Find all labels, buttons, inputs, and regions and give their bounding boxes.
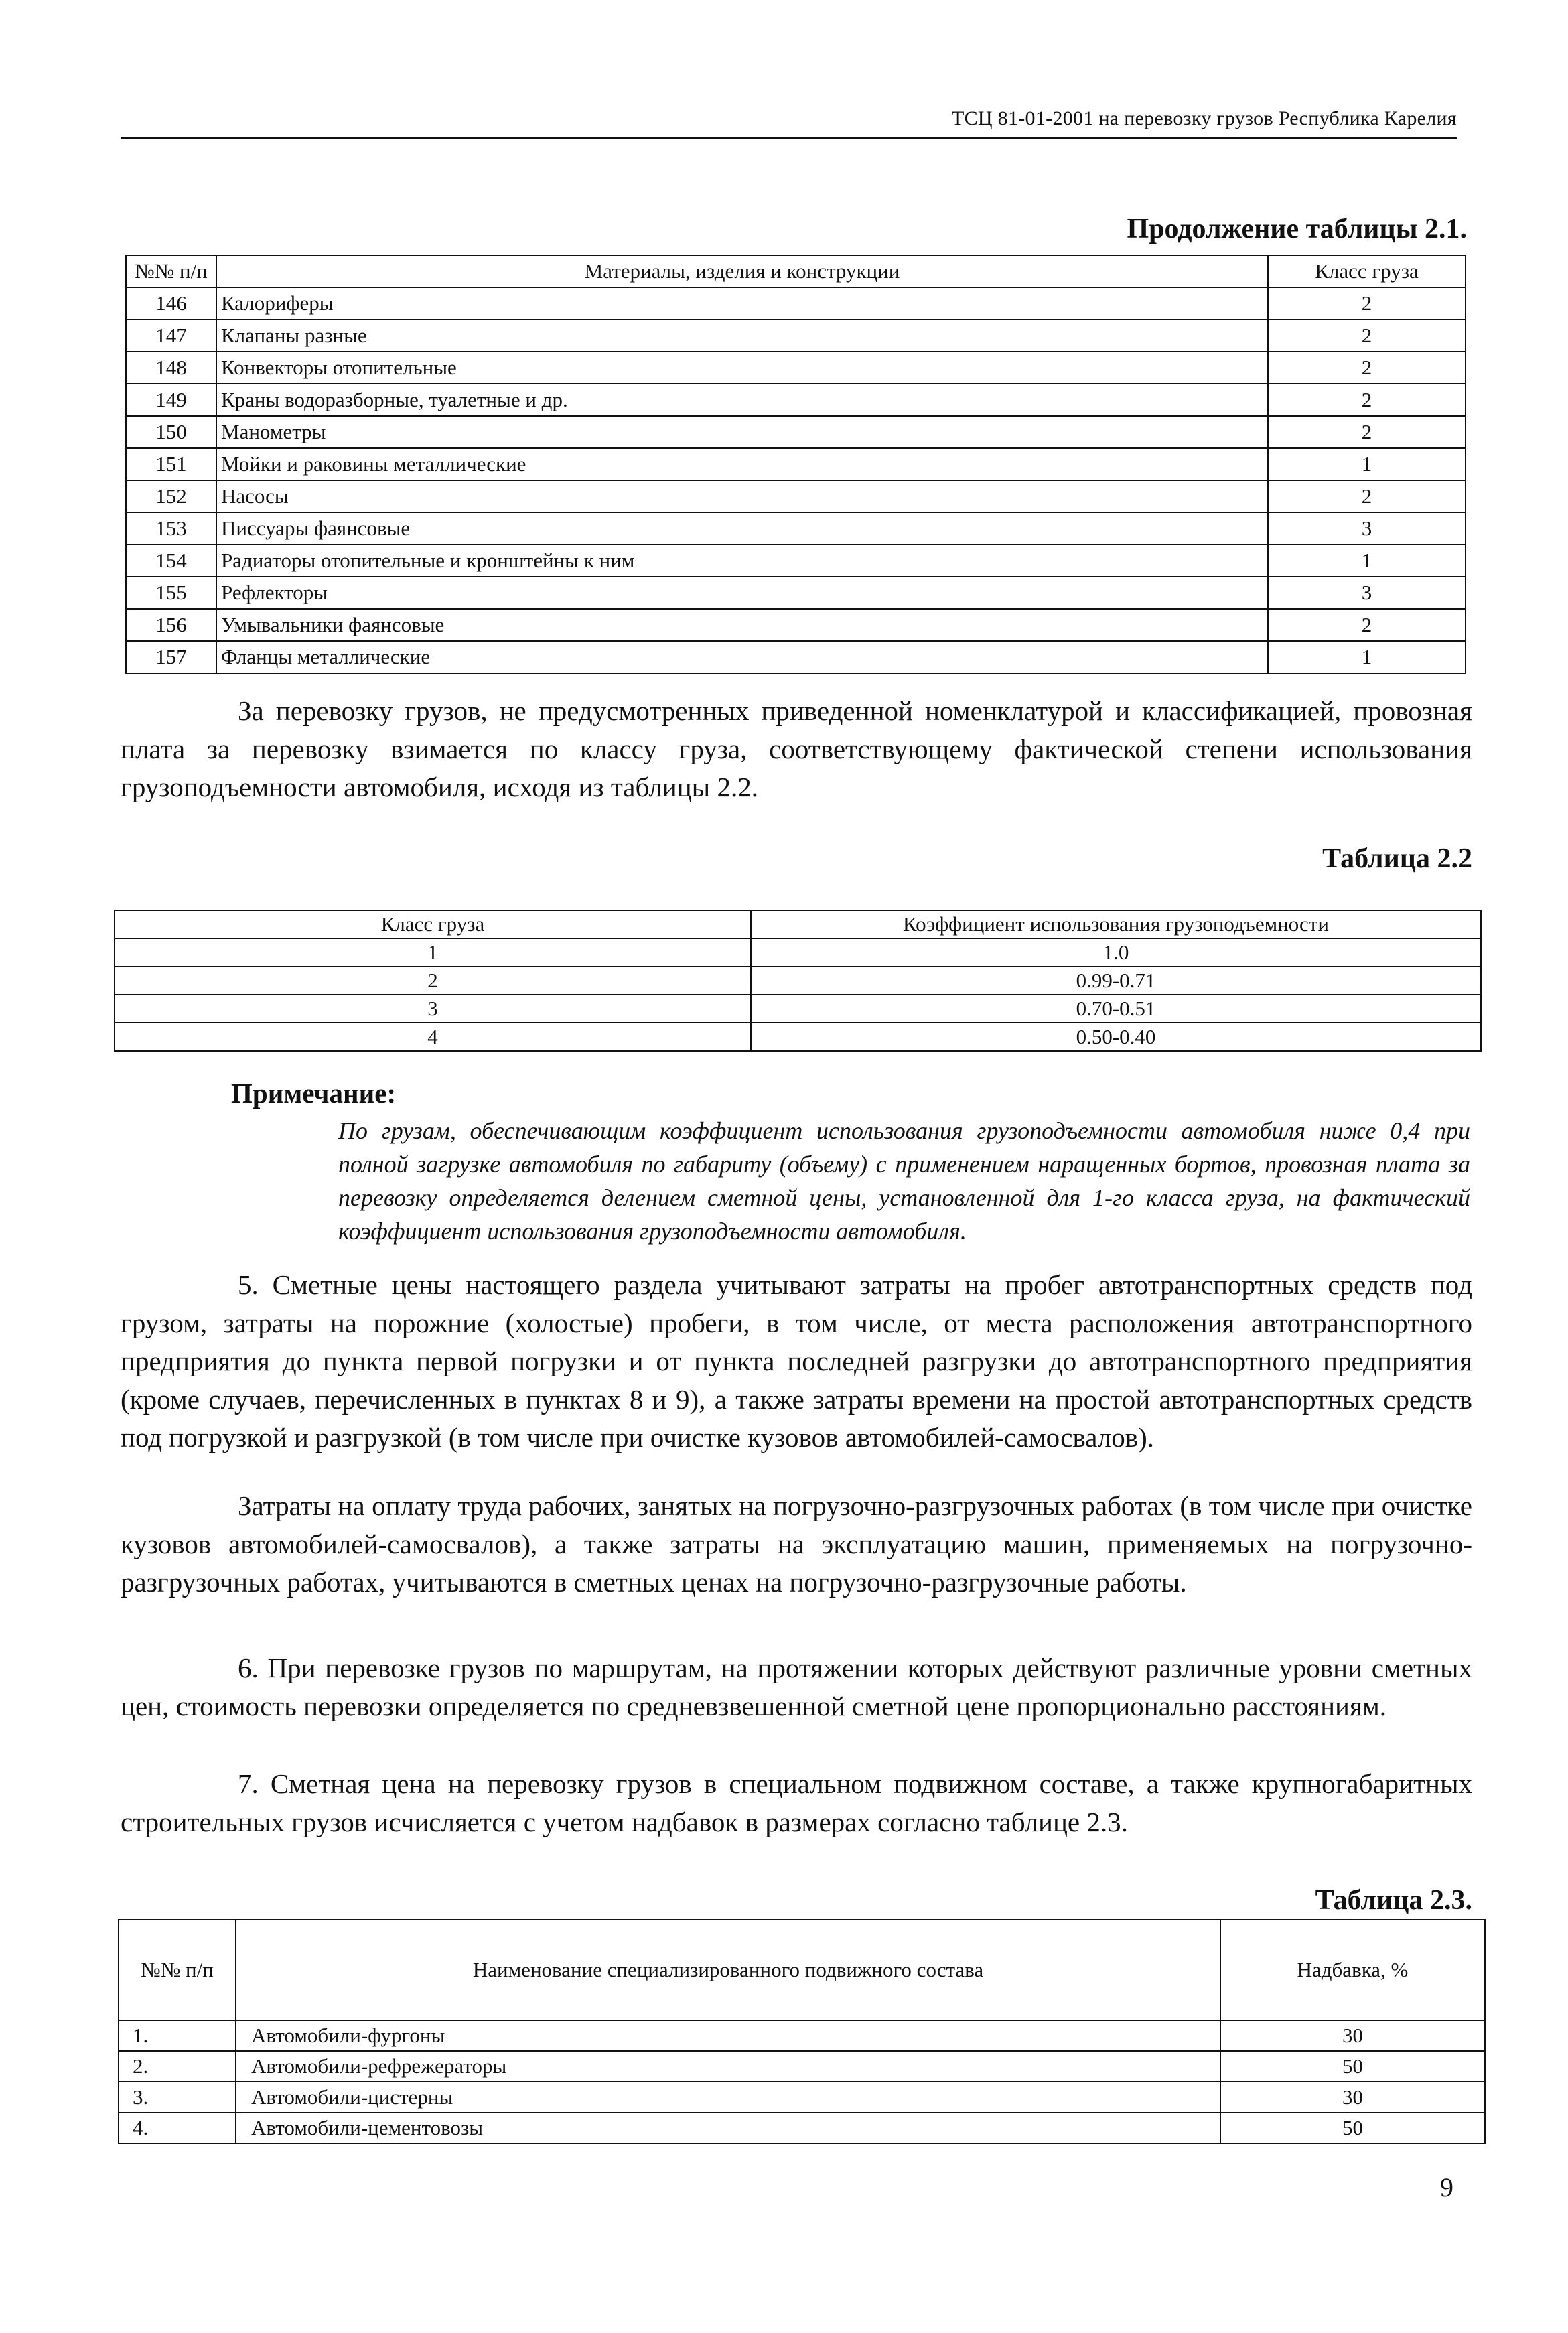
- row-surcharge: 50: [1220, 2051, 1485, 2082]
- row-number: 3.: [119, 2082, 236, 2113]
- table-row: [126, 609, 1466, 641]
- table-row: [126, 545, 1466, 577]
- row-material: Умывальники фаянсовые: [216, 609, 1268, 641]
- table-row: [126, 352, 1466, 384]
- paragraph-7: 7. Сметная цена на перевозку грузов в специальном подвижном составе, а также крупногабаритных строительных грузов исчисляется с учетом надбавок в размерах согласно таблице 2.3.: [121, 1768, 1472, 1837]
- table-row: [115, 1023, 1481, 1051]
- row-number: 147: [126, 320, 216, 352]
- row-number: 155: [126, 577, 216, 609]
- row-material: Фланцы металлические: [216, 641, 1268, 673]
- table-row: [115, 938, 1481, 967]
- row-cargo-class: 3: [1268, 577, 1466, 609]
- row-vehicle-type: Автомобили-фургоны: [236, 2020, 1220, 2051]
- paragraph-6: 6. При перевозке грузов по маршрутам, на протяжении которых действуют различные уровни сметных цен, стоимость перевозки определяется по средневзвешенной сметной цене пропорционально расстояниям.: [121, 1652, 1472, 1721]
- note-text: По грузам, обеспечивающим коэффициент использования грузоподъемности автомобиля ниже 0,4 при полной загрузке автомобиля по габариту (объему) с применением наращенных бортов, провозная плата за перевозку определяется делением сметной цены, установленной для 1-го класса груза, на фактический коэффициент использования грузоподъемности автомобиля.: [338, 1117, 1470, 1245]
- row-vehicle-type: Автомобили-рефрежераторы: [236, 2051, 1220, 2082]
- note-title: Примечание:: [231, 1078, 397, 1109]
- row-material: Манометры: [216, 416, 1268, 448]
- row-cargo-class: 1: [115, 938, 751, 967]
- table-row: [126, 480, 1466, 512]
- paragraph-nonstandard-cargo: За перевозку грузов, не предусмотренных приведенной номенклатурой и классификацией, провозная плата за перевозку взимается по классу груза, соответствующему фактической степени использования грузоподъемности автомобиля, исходя из таблицы 2.2.: [121, 695, 1472, 802]
- row-number: 157: [126, 641, 216, 673]
- header-rule: [121, 137, 1457, 139]
- row-cargo-class: 1: [1268, 545, 1466, 577]
- row-material: Клапаны разные: [216, 320, 1268, 352]
- row-cargo-class: 2: [1268, 320, 1466, 352]
- row-cargo-class: 3: [115, 995, 751, 1023]
- row-material: Конвекторы отопительные: [216, 352, 1268, 384]
- running-header: ТСЦ 81-01-2001 на перевозку грузов Республика Карелия: [951, 107, 1457, 129]
- row-number: 151: [126, 448, 216, 480]
- table-2-1-caption: Продолжение таблицы 2.1.: [1127, 214, 1467, 244]
- paragraph-5-continued: Затраты на оплату труда рабочих, занятых на погрузочно-разгрузочных работах (в том числе при очистке кузовов автомобилей-самосвалов), а также затраты на эксплуатацию машин, применяемых на погрузочно-разгрузочных работах, учитываются в сметных ценах на погрузочно-разгрузочные работы.: [121, 1490, 1472, 1598]
- row-number: 148: [126, 352, 216, 384]
- row-number: 149: [126, 384, 216, 416]
- row-cargo-class: 2: [115, 967, 751, 995]
- row-cargo-class: 3: [1268, 512, 1466, 545]
- row-cargo-class: 1: [1268, 641, 1466, 673]
- row-coefficient: 0.50-0.40: [751, 1023, 1481, 1051]
- table-row: [126, 384, 1466, 416]
- table-row: [126, 577, 1466, 609]
- row-material: Писсуары фаянсовые: [216, 512, 1268, 545]
- row-surcharge: 30: [1220, 2082, 1485, 2113]
- row-coefficient: 0.99-0.71: [751, 967, 1481, 995]
- table-row: [126, 287, 1466, 320]
- table-2-2-caption: Таблица 2.2: [1322, 843, 1472, 874]
- row-material: Рефлекторы: [216, 577, 1268, 609]
- paragraph-5: 5. Сметные цены настоящего раздела учитывают затраты на пробег автотранспортных средств под грузом, затраты на порожние (холостые) пробеги, в том числе, от места расположения автотранспортного предприятия до пункта первой погрузки и от пункта последней разгрузки до автотранспортного предприятия (кроме случаев, перечисленных в пунктах 8 и 9), а также затраты времени на простой автотранспортных средств под погрузкой и разгрузкой (в том числе при очистке кузовов автомобилей-самосвалов).: [121, 1269, 1472, 1453]
- table-row: [115, 995, 1481, 1023]
- row-number: 2.: [119, 2051, 236, 2082]
- table-2-3: [118, 1919, 1486, 2144]
- row-number: 154: [126, 545, 216, 577]
- table-2-2: [114, 910, 1482, 1052]
- row-surcharge: 30: [1220, 2020, 1485, 2051]
- row-vehicle-type: Автомобили-цистерны: [236, 2082, 1220, 2113]
- row-number: 150: [126, 416, 216, 448]
- row-cargo-class: 2: [1268, 609, 1466, 641]
- table-2-1: [125, 255, 1466, 674]
- table-row: [119, 2113, 1485, 2143]
- row-number: 153: [126, 512, 216, 545]
- row-cargo-class: 4: [115, 1023, 751, 1051]
- table-row: [119, 2051, 1485, 2082]
- page-number: 9: [1440, 2172, 1453, 2202]
- table-row: [126, 641, 1466, 673]
- row-material: Калориферы: [216, 287, 1268, 320]
- row-cargo-class: 2: [1268, 287, 1466, 320]
- column-header-load-coefficient: Коэффициент использования грузоподъемности: [751, 910, 1481, 938]
- table-header-row: [119, 1920, 1485, 2020]
- row-cargo-class: 2: [1268, 384, 1466, 416]
- column-header-number: №№ п/п: [126, 255, 216, 287]
- column-header-number: №№ п/п: [119, 1920, 236, 2020]
- table-2-3-caption: Таблица 2.3.: [1315, 1885, 1472, 1916]
- table-row: [119, 2082, 1485, 2113]
- column-header-cargo-class: Класс груза: [115, 910, 751, 938]
- column-header-material: Материалы, изделия и конструкции: [216, 255, 1268, 287]
- row-number: 146: [126, 287, 216, 320]
- row-cargo-class: 2: [1268, 480, 1466, 512]
- table-row: [126, 320, 1466, 352]
- column-header-vehicle-type: Наименование специализированного подвижного состава: [236, 1920, 1220, 2020]
- row-surcharge: 50: [1220, 2113, 1485, 2143]
- row-cargo-class: 2: [1268, 352, 1466, 384]
- column-header-surcharge: Надбавка, %: [1220, 1920, 1485, 2020]
- table-row: [119, 2020, 1485, 2051]
- table-row: [126, 448, 1466, 480]
- row-material: Радиаторы отопительные и кронштейны к ним: [216, 545, 1268, 577]
- table-row: [126, 416, 1466, 448]
- row-coefficient: 0.70-0.51: [751, 995, 1481, 1023]
- table-row: [115, 967, 1481, 995]
- row-number: 1.: [119, 2020, 236, 2051]
- table-header-row: [126, 255, 1466, 287]
- column-header-cargo-class: Класс груза: [1268, 255, 1466, 287]
- row-number: 156: [126, 609, 216, 641]
- row-cargo-class: 1: [1268, 448, 1466, 480]
- row-coefficient: 1.0: [751, 938, 1481, 967]
- row-material: Мойки и раковины металлические: [216, 448, 1268, 480]
- table-row: [126, 512, 1466, 545]
- row-number: 152: [126, 480, 216, 512]
- row-vehicle-type: Автомобили-цементовозы: [236, 2113, 1220, 2143]
- table-header-row: [115, 910, 1481, 938]
- row-cargo-class: 2: [1268, 416, 1466, 448]
- row-material: Насосы: [216, 480, 1268, 512]
- row-number: 4.: [119, 2113, 236, 2143]
- row-material: Краны водоразборные, туалетные и др.: [216, 384, 1268, 416]
